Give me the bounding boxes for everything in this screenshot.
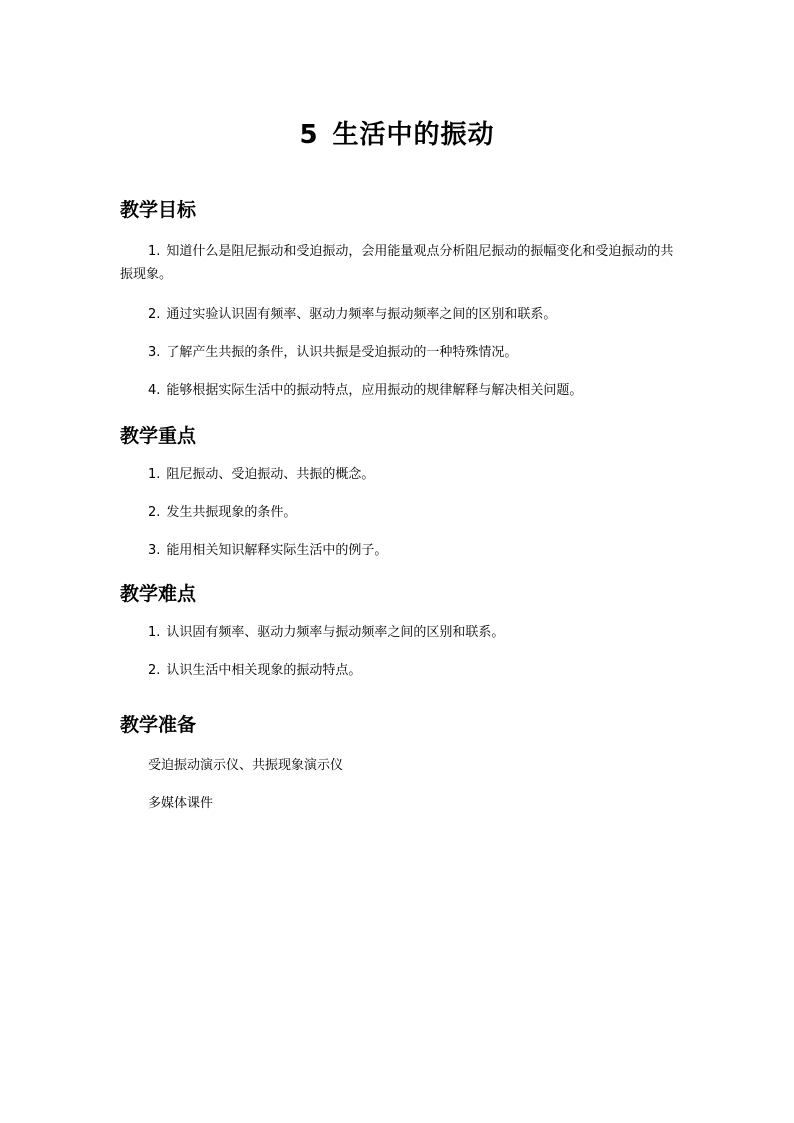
section-heading-key-points: 教学重点 [120,425,197,447]
objective-item-text: 能够根据实际生活中的振动特点，应用振动的规律解释与解决相关问题。 [166,383,583,398]
objective-item-number: 1. [148,244,161,259]
key-point-item-1 [148,463,374,487]
difficulty-item-2 [148,659,361,683]
key-point-item-3 [148,539,387,563]
objective-item-number: 4. [148,383,161,398]
objective-item-3 [148,341,517,365]
section-heading-objectives: 教学目标 [120,199,197,221]
key-point-item-number: 1. [148,467,161,482]
key-point-item-number: 2. [148,505,161,520]
preparation-item-1: 受迫振动演示仪、共振现象演示仪 [148,758,344,773]
difficulty-item-number: 1. [148,625,161,640]
key-point-item-text: 能用相关知识解释实际生活中的例子。 [166,543,388,558]
difficulty-item-text: 认识生活中相关现象的振动特点。 [166,663,362,678]
page-title [0,114,794,151]
preparation-item-2: 多媒体课件 [148,796,214,811]
objective-item-1 [120,240,680,286]
section-heading-preparation: 教学准备 [120,714,197,736]
section-heading-difficulties: 教学难点 [120,583,197,605]
difficulty-item-number: 2. [148,663,161,678]
objective-item-text: 了解产生共振的条件，认识共振是受迫振动的一种特殊情况。 [166,345,518,360]
objective-item-text: 通过实验认识固有频率、驱动力频率与振动频率之间的区别和联系。 [166,307,557,322]
difficulty-item-1 [148,621,504,645]
key-point-item-number: 3. [148,543,161,558]
title-text: 生活中的振动 [332,120,495,150]
title-number: 5 [299,120,319,150]
key-point-item-text: 发生共振现象的条件。 [166,505,297,520]
objective-item-text: 知道什么是阻尼振动和受迫振动，会用能量观点分析阻尼振动的振幅变化和受迫振动的共振现象。 [120,244,674,282]
difficulty-item-text: 认识固有频率、驱动力频率与振动频率之间的区别和联系。 [166,625,505,640]
key-point-item-text: 阻尼振动、受迫振动、共振的概念。 [166,467,375,482]
objective-item-2 [148,303,556,327]
objective-item-number: 2. [148,307,161,322]
objective-item-number: 3. [148,345,161,360]
objective-item-4 [148,379,582,403]
key-point-item-2 [148,501,296,525]
